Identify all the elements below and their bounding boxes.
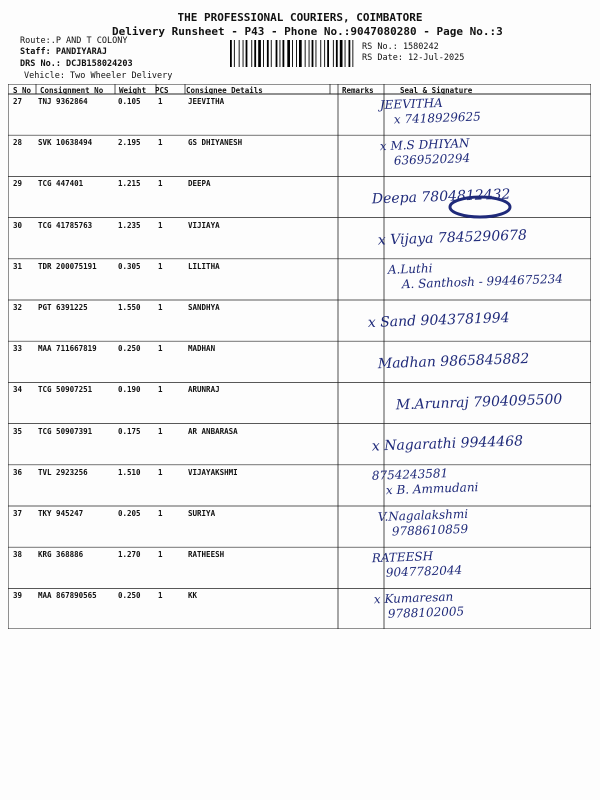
cell-sno: 28 (13, 138, 23, 148)
cell-weight: 1.215 (118, 179, 141, 189)
col-remarks: Remarks (342, 86, 374, 95)
barcode-bar (287, 40, 290, 67)
barcode-bar (258, 40, 261, 67)
cell-consignment: TCG 50907251 (38, 385, 93, 395)
barcode-bar (320, 40, 321, 67)
cell-consignment: MAA 711667819 (38, 344, 97, 354)
cell-sno: 38 (13, 550, 23, 560)
cell-sno: 29 (13, 179, 23, 189)
barcode-bar (292, 40, 293, 67)
cell-sno: 32 (13, 303, 23, 312)
cell-consignment: TCG 50907391 (38, 426, 93, 436)
runsheet-title: Delivery Runsheet - P43 - Phone No.:9047080280 - Page No.:3 (112, 25, 503, 38)
barcode-bar (309, 40, 310, 67)
signature-line: 9047782044 (385, 563, 463, 580)
signature-line: 8754243581 (371, 466, 449, 483)
signature-line: JEEVITHA (379, 95, 443, 112)
cell-weight: 0.250 (118, 591, 141, 601)
barcode-bar (246, 40, 248, 67)
cell-consignment: KRG 368886 (38, 550, 84, 560)
signature-line: 9788102005 (387, 604, 465, 621)
cell-sno: 33 (13, 344, 23, 354)
signature-line: x 7418929625 (393, 109, 481, 127)
signature-line: x M.S DHIYAN (379, 136, 470, 154)
cell-weight: 0.190 (118, 385, 141, 395)
cell-consignee: MADHAN (188, 344, 216, 354)
cell-weight: 1.270 (118, 550, 141, 560)
cell-consignee: LILITHA (188, 261, 220, 271)
col-pcs: PCS (155, 86, 169, 95)
cell-pcs: 1 (158, 426, 163, 436)
drs-number: DRS No.: DCJB158024203 (20, 59, 133, 69)
cell-consignment: TCG 41785763 (38, 220, 93, 230)
rs-number: RS No.: 1580242 (362, 42, 439, 52)
cell-sno: 27 (13, 97, 23, 106)
cell-weight: 0.305 (118, 261, 141, 271)
barcode-bar (263, 40, 264, 67)
barcode-bar (254, 40, 256, 67)
signature-line: M.Arunraj 7904095500 (395, 391, 563, 414)
signature-line: Deepa 7804812432 (371, 186, 511, 208)
cell-pcs: 1 (158, 591, 163, 601)
company-name: THE PROFESSIONAL COURIERS, COIMBATORE (177, 11, 423, 24)
cell-sno: 36 (13, 467, 23, 477)
cell-sno: 30 (13, 220, 23, 230)
col-weight: Weight (119, 86, 147, 95)
cell-weight: 0.105 (118, 97, 141, 106)
barcode-bar (324, 40, 325, 67)
signature-line: x B. Ammudani (385, 480, 479, 498)
cell-sno: 35 (13, 426, 23, 436)
barcode-bar (230, 40, 232, 67)
signature-line: x Kumaresan (373, 589, 454, 607)
cell-weight: 0.175 (118, 426, 141, 436)
cell-sno: 34 (13, 385, 23, 395)
signature-line: x Vijaya 7845290678 (377, 227, 528, 249)
cell-consignment: TKY 945247 (38, 509, 84, 518)
barcode-bar (283, 40, 285, 67)
runsheet-table-grid (8, 84, 591, 629)
barcode-bar (267, 40, 269, 67)
cell-consignment: TVL 2923256 (38, 467, 88, 477)
cell-sno: 39 (13, 591, 23, 601)
barcode-bar (340, 40, 343, 67)
cell-pcs: 1 (158, 509, 163, 518)
col-consignment: Consignment No (40, 86, 104, 95)
cell-pcs: 1 (158, 220, 163, 230)
cell-consignee: VIJIAYA (188, 220, 220, 230)
col-sno: S No (13, 86, 32, 95)
staff: Staff: PANDIYARAJ (20, 47, 107, 57)
barcode-bar (239, 40, 240, 67)
cell-pcs: 1 (158, 179, 163, 189)
cell-pcs: 1 (158, 138, 163, 148)
cell-consignment: TNJ 9362864 (38, 97, 88, 106)
cell-weight: 1.510 (118, 467, 141, 477)
signature-line: RATEESH (371, 549, 434, 566)
barcode-bar (299, 40, 302, 67)
cell-weight: 0.250 (118, 344, 141, 354)
route: Route:.P AND T COLONY (20, 36, 128, 46)
cell-consignee: SANDHYA (188, 303, 220, 312)
cell-consignee: RATHEESH (188, 550, 225, 560)
cell-consignment: TDR 200075191 (38, 261, 97, 271)
barcode-bar (296, 40, 297, 67)
col-seal-signature: Seal & Signature (400, 86, 473, 95)
signature-line: Madhan 9865845882 (377, 350, 530, 373)
cell-consignee: GS DHIYANESH (188, 138, 243, 148)
signature-line: x Nagarathi 9944468 (371, 433, 524, 455)
cell-consignee: DEEPA (188, 179, 211, 189)
cell-sno: 37 (13, 509, 23, 518)
cell-pcs: 1 (158, 97, 163, 106)
cell-pcs: 1 (158, 303, 163, 312)
signature-line: V.Nagalakshmi (377, 506, 469, 524)
cell-pcs: 1 (158, 344, 163, 354)
cell-consignee: KK (188, 591, 198, 601)
cell-sno: 31 (13, 261, 23, 271)
signature-line: x Sand 9043781994 (367, 310, 510, 331)
barcode-bar (336, 40, 338, 67)
barcode-bar (234, 40, 235, 67)
vehicle-type: Vehicle: Two Wheeler Delivery (24, 71, 173, 81)
rs-date: RS Date: 12-Jul-2025 (362, 53, 465, 63)
cell-weight: 0.205 (118, 509, 141, 518)
barcode-bar (271, 40, 272, 67)
cell-consignee: SURIYA (188, 509, 216, 518)
cell-consignee: ARUNRAJ (188, 385, 220, 395)
signature-line: 6369520294 (393, 151, 471, 168)
cell-weight: 2.195 (118, 138, 141, 148)
col-consignee: Consignee Details (186, 86, 263, 95)
cell-consignment: PGT 6391225 (38, 303, 88, 312)
barcode-bar (305, 40, 306, 67)
barcode-bar (352, 40, 353, 67)
barcode-bar (280, 40, 281, 67)
barcode-bar (327, 40, 329, 67)
cell-consignee: VIJAYAKSHMI (188, 467, 238, 477)
barcode-bar (345, 40, 346, 67)
cell-weight: 1.550 (118, 303, 141, 312)
barcode-bar (349, 40, 351, 67)
barcode-bar (333, 40, 334, 67)
barcode-bar (243, 40, 244, 67)
signature-line: 9788610859 (391, 521, 469, 539)
barcode (230, 40, 355, 67)
cell-consignee: AR ANBARASA (188, 426, 238, 436)
barcode-bar (316, 40, 317, 67)
cell-weight: 1.235 (118, 220, 141, 230)
cell-pcs: 1 (158, 467, 163, 477)
cell-pcs: 1 (158, 385, 163, 395)
cell-pcs: 1 (158, 261, 163, 271)
signature-line: A.Luthi (387, 261, 433, 277)
cell-consignment: TCG 447401 (38, 179, 84, 189)
barcode-bar (276, 40, 278, 67)
barcode-bar (312, 40, 314, 67)
cell-consignment: MAA 867890565 (38, 591, 97, 601)
cell-consignment: SVK 10638494 (38, 138, 93, 148)
barcode-bar (251, 40, 252, 67)
signature-line: A. Santhosh - 9944675234 (401, 271, 564, 292)
cell-pcs: 1 (158, 550, 163, 560)
cell-consignee: JEEVITHA (188, 97, 225, 106)
